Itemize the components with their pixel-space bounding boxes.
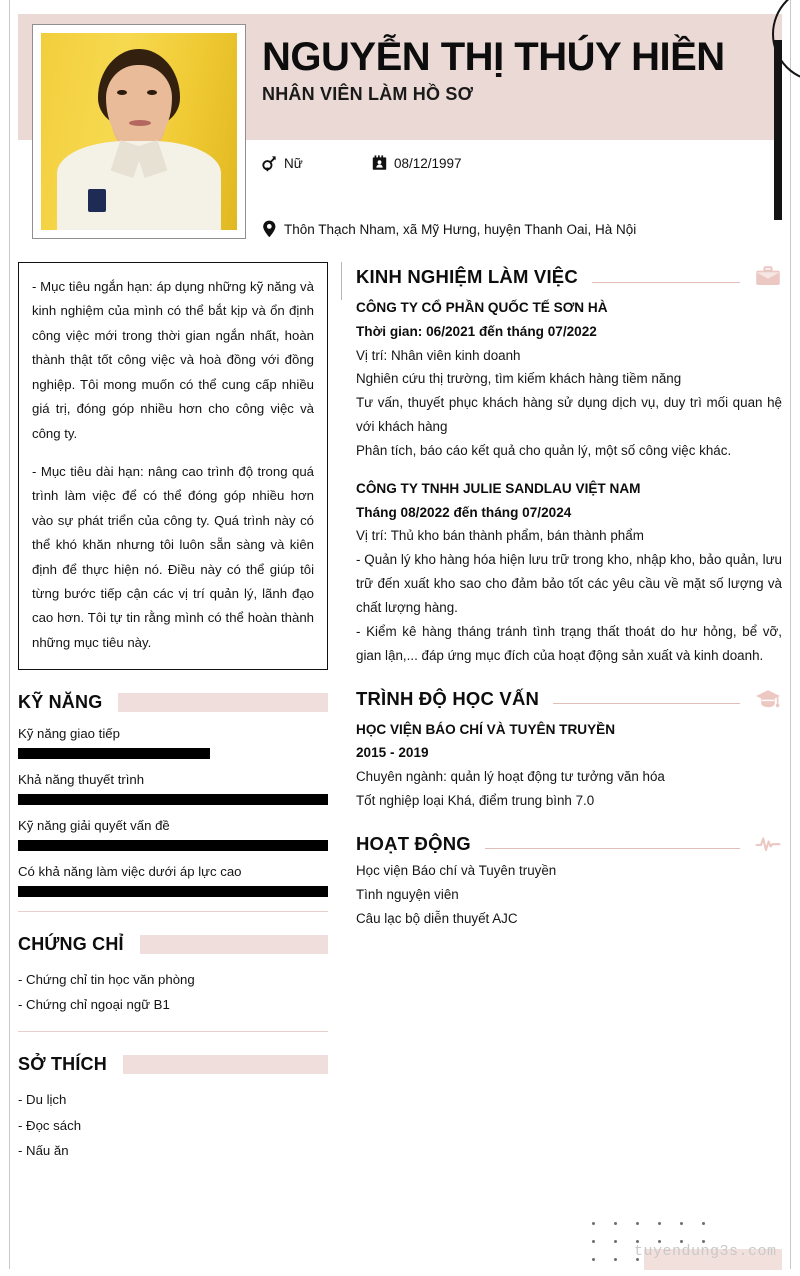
watermark-text: tuyendung3s.com	[634, 1243, 777, 1260]
section-skills	[18, 692, 328, 897]
education-title: TRÌNH ĐỘ HỌC VẤN	[356, 687, 540, 709]
education-details	[356, 765, 782, 813]
hobby-item: - Đọc sách	[18, 1117, 82, 1133]
skill-item	[18, 864, 328, 897]
decorative-dot	[614, 1222, 617, 1225]
contact-dob	[372, 155, 462, 172]
section-certificates	[18, 934, 328, 1017]
skill-label: Kỹ năng giải quyết vấn đề	[18, 818, 170, 834]
education-heading	[356, 684, 782, 714]
decorative-dot	[592, 1222, 595, 1225]
certificate-item: - Chứng chỉ ngoại ngữ B1	[18, 997, 170, 1013]
skill-bar-track	[18, 748, 328, 759]
education-school: HỌC VIỆN BÁO CHÍ VÀ TUYÊN TRUYỀN	[356, 721, 616, 737]
skills-list	[18, 726, 328, 897]
hobbies-title: SỞ THÍCH	[18, 1054, 107, 1075]
career-objective-box	[18, 262, 328, 670]
activity-item: Tình nguyện viên	[356, 886, 459, 902]
page-border-left	[9, 0, 10, 1269]
skill-bar-track	[18, 886, 328, 897]
briefcase-icon	[754, 264, 782, 290]
experience-rule	[592, 282, 740, 283]
hobbies-heading	[18, 1054, 328, 1075]
experience-entries	[356, 296, 782, 668]
photo-eye-right	[147, 90, 157, 95]
decorative-dot	[592, 1240, 595, 1243]
divider-after-skills	[18, 911, 328, 912]
activities-rule	[485, 848, 740, 849]
experience-title: KINH NGHIỆM LÀM VIỆC	[356, 266, 578, 287]
hobbies-list	[18, 1087, 328, 1162]
gender-value: Nữ	[284, 156, 303, 171]
decorative-dot	[592, 1258, 595, 1261]
experience-position: Vị trí: Thủ kho bán thành phẩm, bán thành phẩm	[356, 528, 644, 544]
experience-company: CÔNG TY CỔ PHẦN QUỐC TẾ SƠN HÀ	[356, 300, 608, 315]
decorative-dot	[614, 1258, 617, 1261]
education-detail: Tốt nghiệp loại Khá, điểm trung bình 7.0	[356, 793, 595, 808]
experience-heading	[356, 262, 782, 292]
activities-list	[356, 859, 782, 931]
divider-after-certificates	[18, 1031, 328, 1032]
activities-heading	[356, 829, 782, 859]
job-title: NHÂN VIÊN LÀM HỒ SƠ	[262, 84, 474, 104]
page-border-right	[790, 0, 791, 1269]
decorative-dot	[614, 1240, 617, 1243]
skill-bar-fill	[18, 748, 210, 759]
name-block	[262, 36, 772, 105]
photo-lips	[129, 120, 151, 126]
experience-duty: Phân tích, báo cáo kết quả cho quản lý, một số công việc khác.	[356, 443, 732, 458]
objective-long-term: - Mục tiêu dài hạn: nâng cao trình độ trong quá trình làm việc để có thể đóng góp nhiều hơn vào sự phát triển của công ty. Quá trình này có thể khó khăn nhưng tôi luôn sẵn sàng và kiên định để thực hiện nó. Điều này có thể giúp tôi từng bước tiếp cận các vị trí quản lý, lãnh đạo cao hơn. Tôi tự tin rằng mình có thể hoàn thành những mục tiêu này.	[32, 463, 314, 650]
location-pin-icon	[262, 220, 284, 238]
skill-label: Kỹ năng giao tiếp	[18, 726, 120, 742]
education-rule	[553, 703, 740, 704]
education-years: 2015 - 2019	[356, 745, 429, 761]
education-detail: Chuyên ngành: quản lý hoạt động tư tưởng văn hóa	[356, 769, 665, 785]
dob-value: 08/12/1997	[394, 156, 462, 171]
pulse-icon	[754, 831, 782, 857]
left-column	[18, 262, 328, 1163]
experience-entry	[356, 296, 782, 463]
section-experience	[356, 262, 782, 668]
decorative-dot	[636, 1222, 639, 1225]
section-education	[356, 684, 782, 813]
experience-duty: Tư vấn, thuyết phục khách hàng sử dụng dịch vụ, duy trì mối quan hệ với khách hàng	[356, 395, 782, 435]
experience-company: CÔNG TY TNHH JULIE SANDLAU VIỆT NAM	[356, 480, 641, 496]
candidate-name: NGUYỄN THỊ THÚY HIỀN	[262, 35, 725, 79]
activities-title: HOẠT ĐỘNG	[356, 832, 471, 854]
certificates-list	[18, 967, 328, 1017]
certificates-accent-bar	[140, 935, 328, 954]
skill-label: Khả năng thuyết trình	[18, 772, 145, 788]
certificates-heading	[18, 934, 328, 955]
experience-entry	[356, 477, 782, 668]
skill-bar-track	[18, 840, 328, 851]
skill-bar-fill	[18, 886, 328, 897]
skill-label: Có khả năng làm việc dưới áp lực cao	[18, 864, 242, 880]
address-value: Thôn Thạch Nham, xã Mỹ Hưng, huyện Thanh Oai, Hà Nội	[284, 221, 637, 237]
certificate-item: - Chứng chỉ tin học văn phòng	[18, 972, 195, 988]
decorative-dot	[702, 1222, 705, 1225]
contact-gender	[262, 155, 303, 172]
decorative-vertical-bar	[774, 40, 782, 220]
experience-duty: - Quản lý kho hàng hóa hiện lưu trữ trong kho, nhập kho, bảo quản, lưu trữ đến xuất kho sao cho đảm bảo tốt các yêu cầu về mặt số lượng và chất lượng hàng.	[356, 552, 782, 615]
hobbies-accent-bar	[123, 1055, 328, 1074]
right-column	[356, 262, 782, 946]
activity-item: Câu lạc bộ diễn thuyết AJC	[356, 910, 518, 926]
skills-title: KỸ NĂNG	[18, 692, 103, 713]
photo-face	[106, 65, 173, 148]
skill-bar-track	[18, 794, 328, 805]
experience-period: Tháng 08/2022 đến tháng 07/2024	[356, 504, 572, 520]
experience-duty: - Kiểm kê hàng tháng tránh tình trạng thất thoát do hư hỏng, bể vỡ, gian lận,... đáp ứng mục đích của hoạt động sản xuất và kinh doanh.	[356, 623, 782, 663]
section-hobbies	[18, 1054, 328, 1162]
skills-accent-bar	[118, 693, 328, 712]
gender-icon	[262, 155, 284, 172]
hobby-item: - Du lịch	[18, 1092, 67, 1108]
avatar	[41, 33, 237, 230]
education-entry	[356, 718, 782, 813]
skill-item	[18, 772, 328, 805]
photo-frame	[32, 24, 246, 239]
calendar-icon	[372, 155, 394, 172]
skill-bar-fill	[18, 794, 328, 805]
experience-position: Vị trí: Nhân viên kinh doanh	[356, 347, 521, 363]
decorative-dot	[658, 1222, 661, 1225]
skill-item	[18, 726, 328, 759]
hobby-item: - Nấu ăn	[18, 1142, 69, 1158]
decorative-dot	[680, 1222, 683, 1225]
experience-duty: Nghiên cứu thị trường, tìm kiếm khách hàng tiềm năng	[356, 371, 682, 387]
certificates-title: CHỨNG CHỈ	[18, 934, 124, 955]
photo-badge	[88, 189, 106, 213]
skill-bar-fill	[18, 840, 328, 851]
objective-short-term: - Mục tiêu ngắn hạn: áp dụng những kỹ năng và kinh nghiệm của mình có thể bắt kịp và ổn định công việc mới trong thời gian ngắn nhất, hoàn thành thật tốt công việc và hoà đồng với đồng nghiệp. Tôi mong muốn có thể cung cấp nhiều giá trị, đóng góp nhiều hơn cho công việc và công ty.	[32, 279, 314, 441]
skill-item	[18, 818, 328, 851]
skills-heading	[18, 692, 328, 713]
column-divider	[341, 262, 342, 300]
contact-address	[262, 220, 636, 238]
section-activities	[356, 829, 782, 931]
activity-item: Học viện Báo chí và Tuyên truyền	[356, 862, 557, 878]
graduation-cap-icon	[754, 686, 782, 712]
experience-period: Thời gian: 06/2021 đến tháng 07/2022	[356, 323, 597, 339]
